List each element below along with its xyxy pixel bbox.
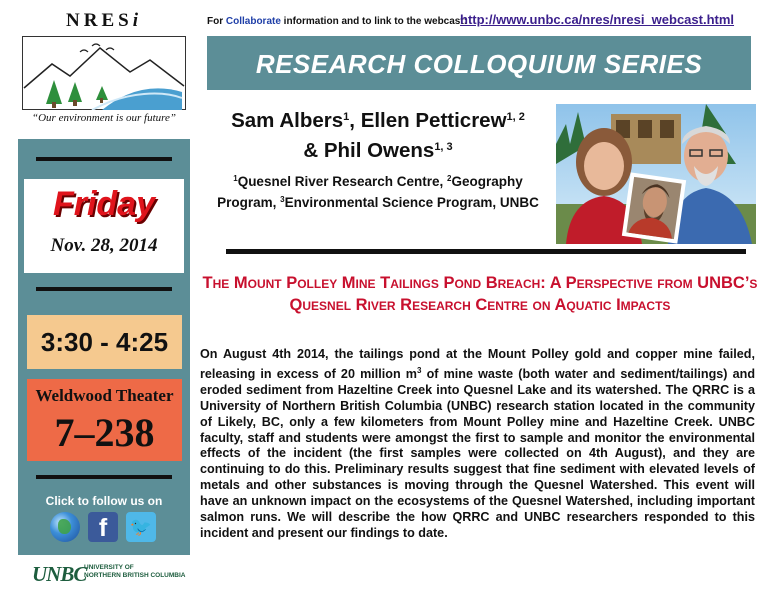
unbc-logo — [32, 560, 192, 588]
series-title: RESEARCH COLLOQUIUM SERIES — [255, 49, 703, 79]
unbc-name-line1: UNIVERSITY OF — [84, 564, 134, 571]
panel-divider-top — [36, 157, 172, 161]
collab-suffix: information and to link to the webcast: — [280, 16, 468, 27]
venue-box — [27, 379, 182, 461]
day-box — [24, 179, 184, 273]
speaker-2: Ellen Petticrew — [360, 109, 507, 132]
affil-3: Environmental Science Program, UNBC — [284, 195, 539, 210]
speakers-line2 — [202, 134, 554, 164]
affil-1: Quesnel River Research Centre, — [237, 174, 448, 189]
event-date: Nov. 28, 2014 — [50, 235, 158, 256]
event-venue: Weldwood Theater — [35, 386, 174, 405]
twitter-icon[interactable]: 🐦 — [126, 512, 156, 542]
mountain-trees-icon — [22, 36, 186, 110]
collab-word: Collaborate — [225, 16, 281, 27]
speakers — [202, 104, 554, 164]
logo-tagline: “Our environment is our future” — [31, 112, 177, 124]
globe-icon[interactable] — [50, 512, 80, 542]
collaborate-info — [207, 16, 467, 27]
affil-sup-3: 3 — [280, 195, 285, 204]
panel-divider-middle — [36, 287, 172, 291]
logo-title-main: NRES — [66, 10, 133, 31]
event-info-panel — [18, 139, 190, 555]
speaker-2-sup: 1, 2 — [506, 111, 525, 123]
speakers-photo — [556, 104, 756, 244]
speakers-line1: Sam Albers$^1$, Ellen Petticrew$^{1, 2}$ — [231, 109, 525, 132]
logo-title-italic: i — [132, 10, 142, 31]
time-box — [27, 315, 182, 369]
webcast-link[interactable]: http://www.unbc.ca/nres/nresi_webcast.html — [460, 12, 735, 27]
abstract-part2: of mine waste (both water and sediment/tailings) and eroded sediment from Hazeltine Creek into Quesnel Lake and its watershed. The QRRC is a University of Northern British Columbia (UNBC) research station located in the community of Likely, BC, only a few kilometers from Mount Polley mine and Hazeltine Creek. UNBC faculty, staff and students were amongst the first to sample and monitor the environmental effects of the incident (the first samples were collected on 4th August), and they are continuing to do this. Preliminary results suggest that fine sediment with elevated levels of metals and other substances is moving through the Quesnel Watershed. This event will have an unknown impact on the ecosystems of the Quesnel Watershed, including important salmon runs. We will describe the how QRRC and UNBC researchers responded to this incident and present our findings to date. — [200, 366, 756, 540]
unbc-name — [84, 564, 185, 580]
abstract-sup: 3 — [417, 365, 422, 375]
facebook-icon[interactable]: f — [88, 512, 118, 542]
abstract-part1: On August 4th 2014, the tailings pond at the Mount Polley gold and copper mine failed, releasing in excess of 20 million m — [200, 347, 755, 381]
affil-2: Geography Program, — [217, 174, 523, 210]
unbc-name-line2: NORTHERN BRITISH COLUMBIA — [84, 572, 186, 579]
follow-label: Click to follow us on — [45, 494, 163, 508]
speaker-1-sup: 1 — [343, 111, 350, 123]
speaker-3-sup: 1, 3 — [434, 141, 453, 153]
collab-prefix: For — [207, 16, 226, 27]
event-room: 7–238 — [54, 410, 155, 455]
affil-sup-1: 1 — [233, 174, 238, 183]
talk-title: The Mount Polley Mine Tailings Pond Breach: A Perspective from UNBC’s Quesnel River Research Centre on Aquatic Impacts — [202, 274, 758, 314]
speaker-3: & Phil Owens — [303, 139, 435, 162]
series-banner — [207, 36, 751, 90]
nresi-logo — [18, 10, 190, 128]
unbc-mark: UNBC — [32, 562, 87, 586]
panel-divider-bottom — [36, 475, 172, 479]
event-time: 3:30 - 4:25 — [40, 327, 169, 357]
event-day: Friday — [52, 185, 156, 223]
section-divider — [226, 249, 746, 254]
affil-sup-2: 2 — [447, 174, 452, 183]
logo-title — [18, 10, 190, 32]
affiliations — [202, 170, 554, 212]
speaker-1: Sam Albers — [231, 109, 344, 132]
abstract — [200, 347, 755, 542]
